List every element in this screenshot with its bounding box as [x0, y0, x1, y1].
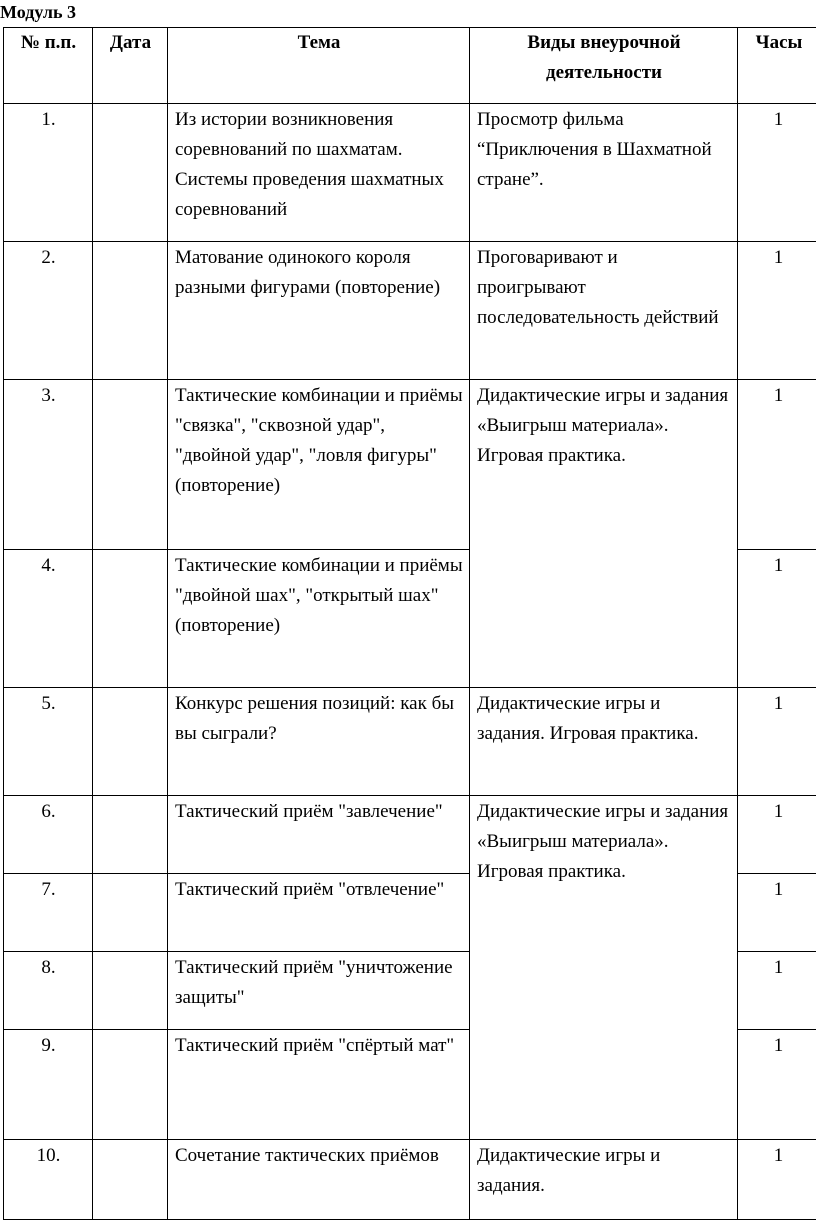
table-row — [4, 242, 816, 380]
header-hours: Часы — [738, 28, 816, 104]
table-header-row — [4, 28, 816, 104]
row-hours: 1 — [738, 380, 816, 550]
row-date — [93, 688, 168, 796]
row-activity: Проговаривают и проигрывают последовательность действий — [470, 242, 738, 380]
row-topic: Тактические комбинации и приёмы "двойной шах", "открытый шах" (повторение) — [168, 550, 470, 688]
row-num: 1. — [4, 104, 93, 242]
table-row — [4, 688, 816, 796]
row-topic: Тактический приём "завлечение" — [168, 796, 470, 874]
table-row — [4, 380, 816, 550]
row-topic: Конкурс решения позиций: как бы вы сыграли? — [168, 688, 470, 796]
row-activity: Дидактические игры и задания «Выигрыш материала». Игровая практика. — [470, 796, 738, 1140]
row-topic: Тактический приём "отвлечение" — [168, 874, 470, 952]
header-activity: Виды внеурочной деятельности — [470, 28, 738, 104]
row-num: 2. — [4, 242, 93, 380]
row-num: 9. — [4, 1030, 93, 1140]
table-row — [4, 796, 816, 874]
row-num: 3. — [4, 380, 93, 550]
lesson-plan-table — [3, 27, 816, 1220]
row-num: 4. — [4, 550, 93, 688]
header-topic: Тема — [168, 28, 470, 104]
row-hours: 1 — [738, 874, 816, 952]
row-hours: 1 — [738, 242, 816, 380]
row-date — [93, 1140, 168, 1220]
row-topic: Тактический приём "спёртый мат" — [168, 1030, 470, 1140]
row-hours: 1 — [738, 1030, 816, 1140]
row-hours: 1 — [738, 952, 816, 1030]
row-hours: 1 — [738, 550, 816, 688]
table-row — [4, 1140, 816, 1220]
header-num: № п.п. — [4, 28, 93, 104]
row-num: 10. — [4, 1140, 93, 1220]
row-topic: Тактический приём "уничтожение защиты" — [168, 952, 470, 1030]
module-title: Модуль 3 — [0, 2, 77, 22]
row-date — [93, 952, 168, 1030]
row-date — [93, 796, 168, 874]
row-activity: Просмотр фильма “Приключения в Шахматной стране”. — [470, 104, 738, 242]
row-date — [93, 242, 168, 380]
row-date — [93, 104, 168, 242]
row-num: 7. — [4, 874, 93, 952]
row-activity: Дидактические игры и задания «Выигрыш материала». Игровая практика. — [470, 380, 738, 688]
row-hours: 1 — [738, 1140, 816, 1220]
row-topic: Сочетание тактических приёмов — [168, 1140, 470, 1220]
row-date — [93, 380, 168, 550]
row-hours: 1 — [738, 796, 816, 874]
row-hours: 1 — [738, 104, 816, 242]
row-date — [93, 1030, 168, 1140]
row-num: 8. — [4, 952, 93, 1030]
row-topic: Тактические комбинации и приёмы "связка", "сквозной удар", "двойной удар", "ловля фигуры" (повторение) — [168, 380, 470, 550]
header-date: Дата — [93, 28, 168, 104]
row-num: 6. — [4, 796, 93, 874]
row-activity: Дидактические игры и задания. — [470, 1140, 738, 1220]
row-topic: Из истории возникновения соревнований по шахматам. Системы проведения шахматных соревнований — [168, 104, 470, 242]
row-date — [93, 874, 168, 952]
row-date — [93, 550, 168, 688]
row-topic: Матование одинокого короля разными фигурами (повторение) — [168, 242, 470, 380]
row-activity: Дидактические игры и задания. Игровая практика. — [470, 688, 738, 796]
row-num: 5. — [4, 688, 93, 796]
row-hours: 1 — [738, 688, 816, 796]
table-row — [4, 104, 816, 242]
